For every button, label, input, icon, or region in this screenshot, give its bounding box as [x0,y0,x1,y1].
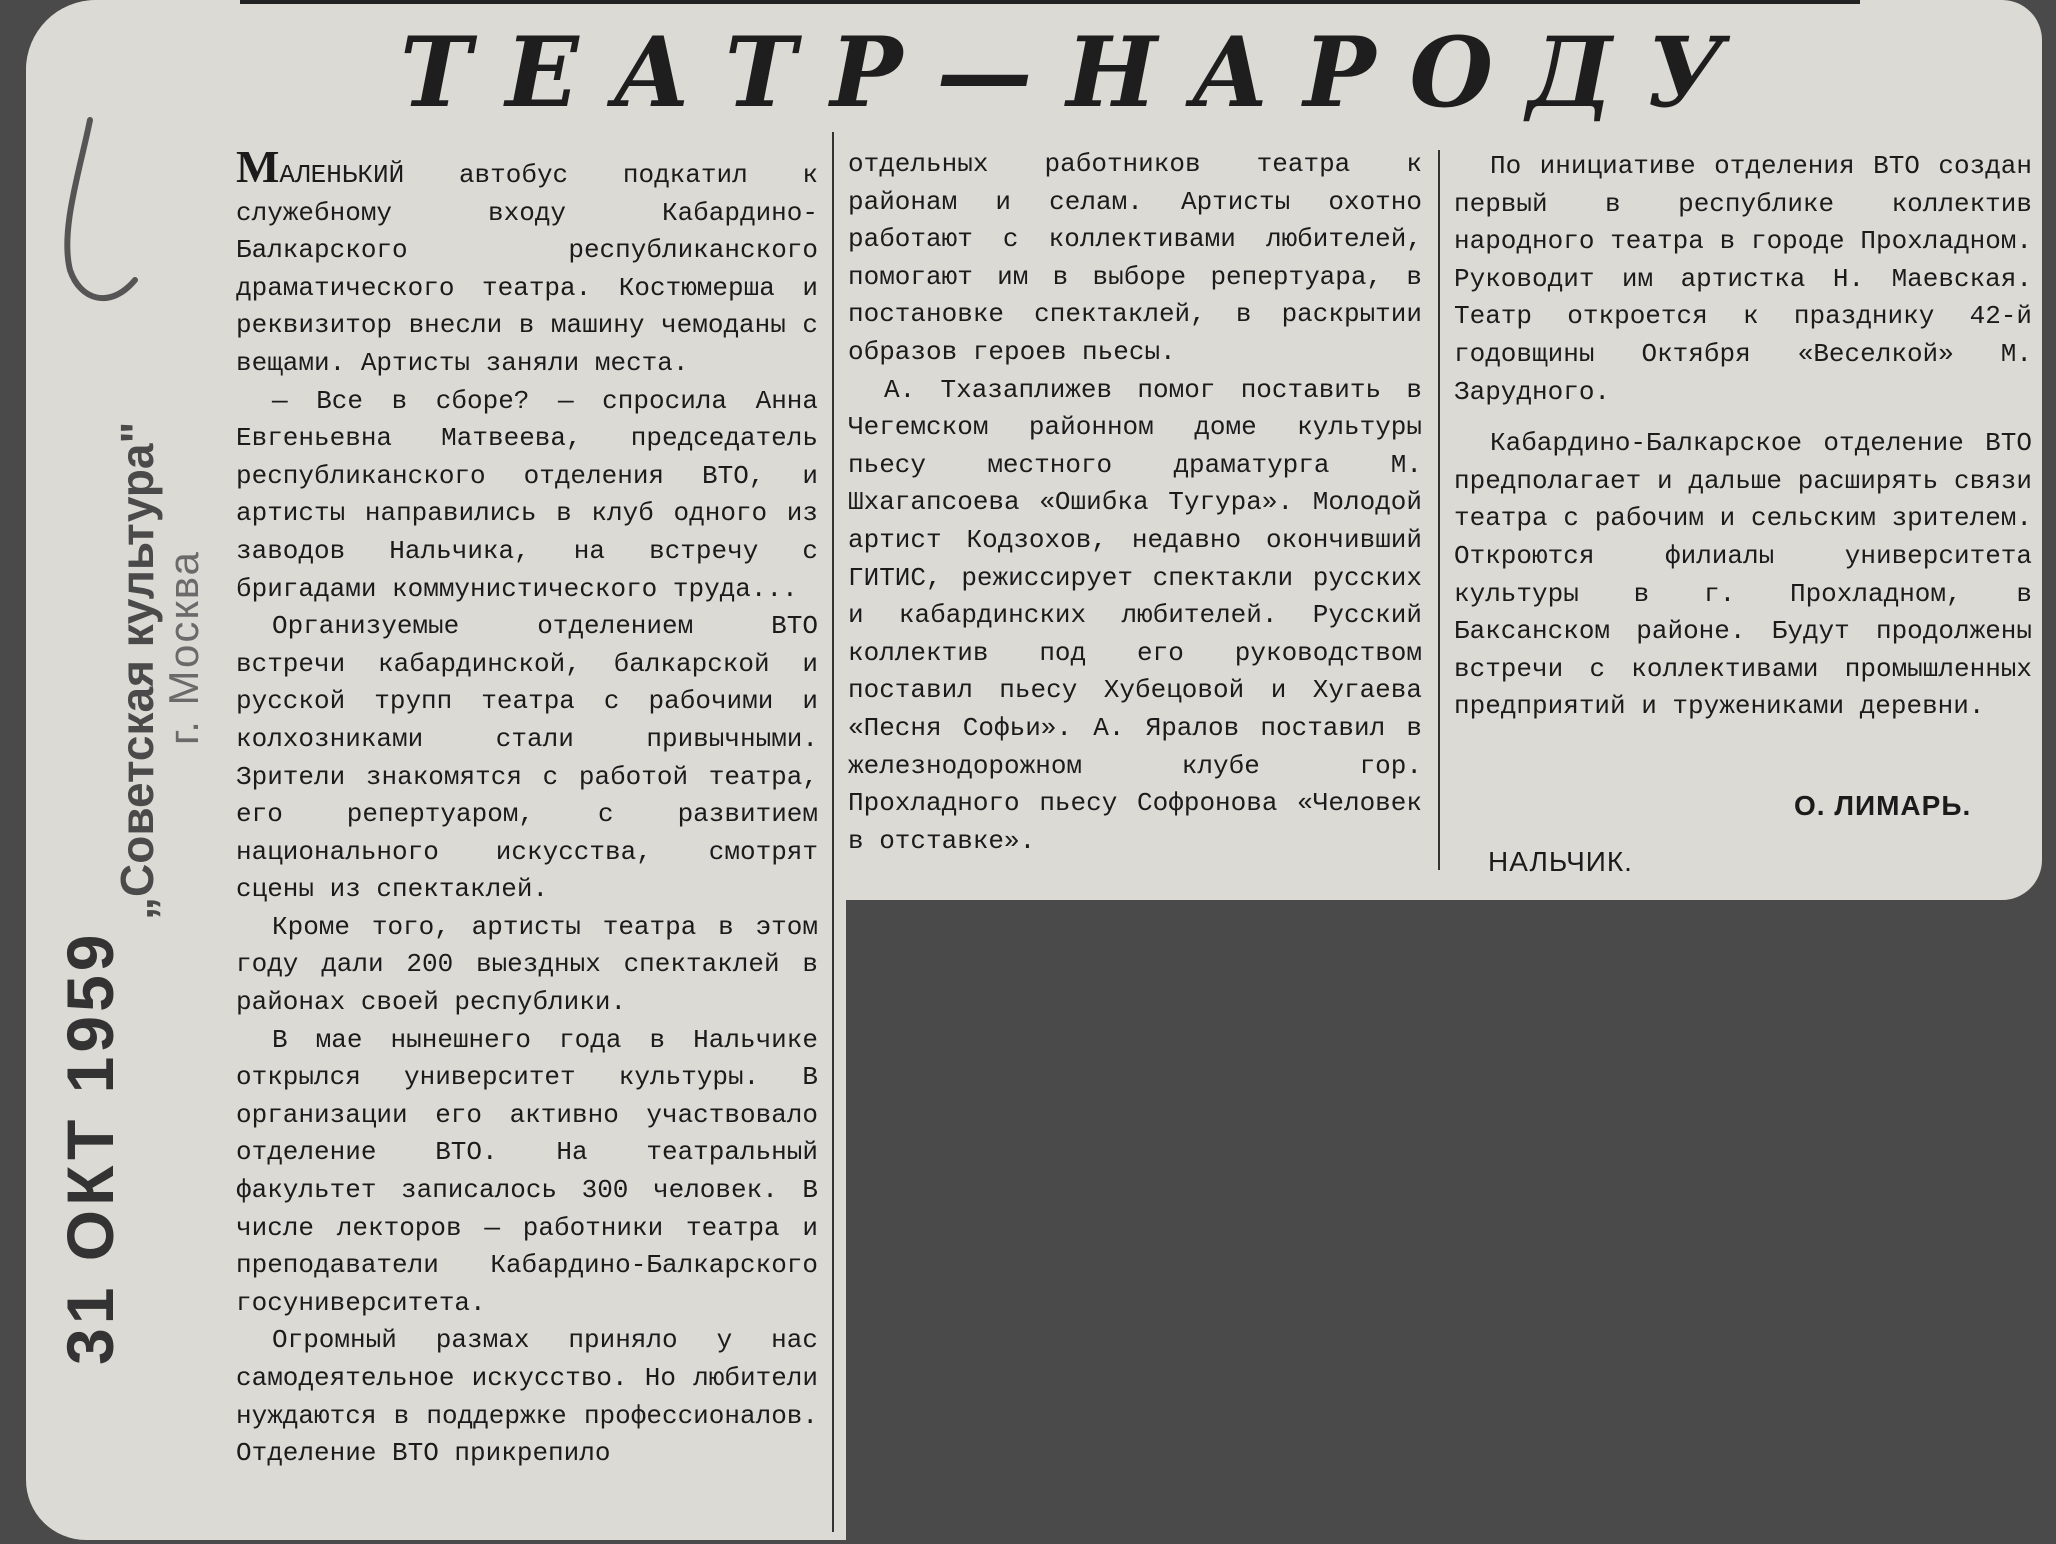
paragraph: По инициативе отделения ВТО создан первый в республике коллектив народного театра в городе Прохладном. Руководит им артистка Н. Маевская. Театр откроется к празднику 42-й годовщины Октября «Веселкой» М. Зарудного. [1454,151,2032,407]
column-divider-2 [1438,150,1440,870]
paragraph: — Все в сборе? — спросила Анна Евгеньевна Матвеева, председатель республиканского отделения ВТО, и артисты направились в клуб одного из заводов Нальчика, на встречу с бригадами коммунистического труда... [236,385,818,604]
city-stamp: г. Москва [160,550,207,745]
author-signature: О. ЛИМАРЬ. [1794,790,1972,821]
paragraph: В мае нынешнего года в Нальчике открылся университет культуры. В организации его активно участвовало отделение ВТО. На театральный факультет записалось 300 человек. В числе лекторов — работники театра и преподаватели Кабардино-Балкарского госуниверситета. [236,1024,818,1318]
article-column-3 [1454,148,2032,726]
drop-cap: М [236,141,280,192]
article-column-2 [848,146,1422,860]
paragraph: МАЛЕНЬКИЙ автобус подкатил к служебному входу Кабардино-Балкарского республиканского драматического театра. Костюмерша и реквизитор внесли в машину чемоданы с вещами. Артисты заняли места. [236,141,818,378]
paragraph: отдельных работников театра к районам и селам. Артисты охотно работают с коллективами любителей, помогают им в выборе репертуара, в постановке спектаклей, в раскрытии образов героев пьесы. [848,149,1422,367]
paragraph: Организуемые отделением ВТО встречи кабардинской, балкарской и русской трупп театра с рабочими и колхозниками стали привычными. Зрители знакомятся с работой театра, его репертуаром, с развитием национального искусства, смотрят сцены из спектаклей. [236,611,818,905]
source-stamp: „Советская культура" [111,421,163,920]
dateline-place: НАЛЬЧИК. [1488,846,1633,877]
paragraph: Огромный размах приняло у нас самодеятельное искусство. Но любители нуждаются в поддержке профессионалов. Отделение ВТО прикрепило [236,1325,818,1469]
paragraph: Кабардино-Балкарское отделение ВТО предполагает и дальше расширять связи театра с рабочим и сельским зрителем. Откроются филиалы университета культуры в г. Прохладном, в Баксанском районе. Будут продолжены встречи с коллективами промышленных предприятий и тружениками деревни. [1454,428,2032,722]
paragraph: Кроме того, артисты театра в этом году дали 200 выездных спектаклей в районах своей республики. [236,911,818,1018]
pencil-checkmark [50,110,140,310]
column-divider-1 [832,132,834,1532]
paragraph: А. Тхазаплижев помог поставить в Чегемском районном доме культуры пьесу местного драматурга М. Шхагапсоева «Ошибка Тугура». Молодой артист Кодзохов, недавно окончивший ГИТИС, режиссирует спектакли русских и кабардинских любителей. Русский коллектив под его руководством поставил пьесу Хубецовой и Хугаева «Песня Софьи». А. Яралов поставил в железнодорожном клубе гор. Прохладного пьесу Софронова «Человек в отставке». [848,374,1422,856]
top-rule [240,0,1860,4]
article-headline: ТЕАТР—НАРОДУ [400,16,1759,129]
article-column-1 [236,141,818,1473]
date-stamp: 31 ОКТ 1959 [53,930,127,1365]
